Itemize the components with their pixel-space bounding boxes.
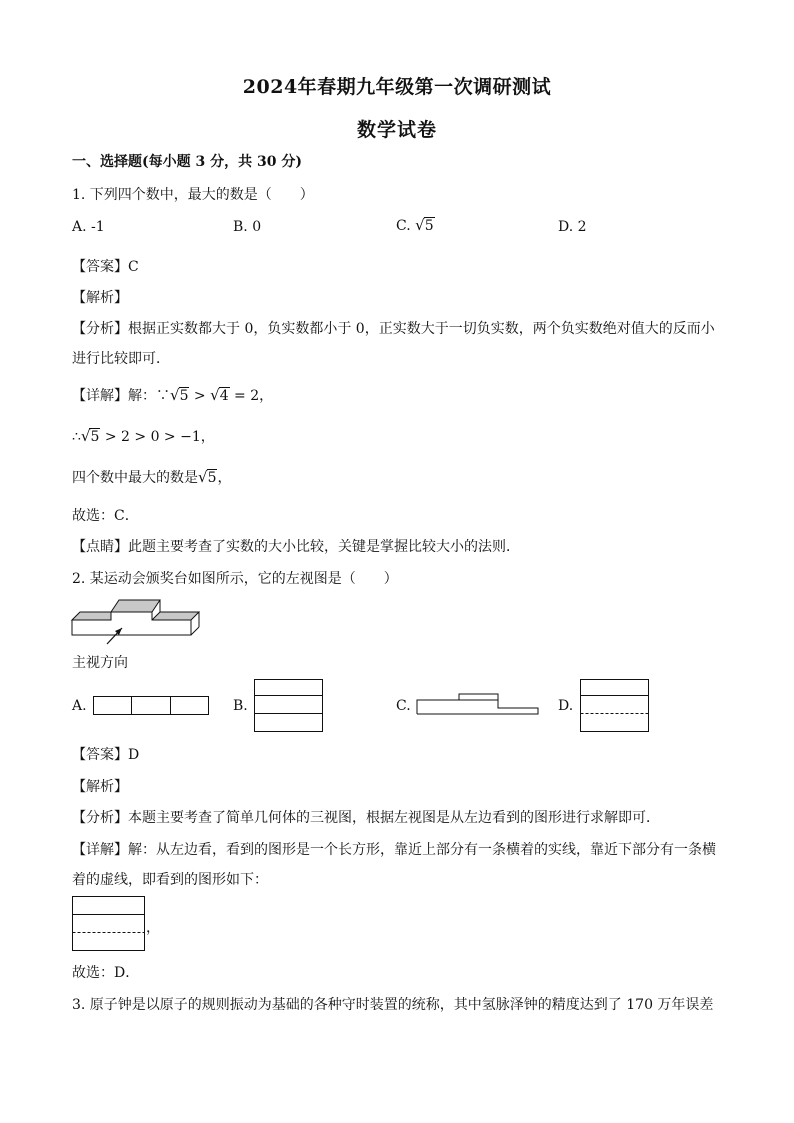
sqrt-symbol: √5 [415, 216, 434, 234]
q2-figure-suffix: ， [146, 920, 160, 936]
q2-option-d-figure [580, 679, 650, 733]
q1-answer: 【答案】C [72, 259, 139, 275]
q1-choose: 故选：C． [72, 508, 139, 524]
q1-dianjing: 【点睛】此题主要考查了实数的大小比较，关键是掌握比较大小的法则． [72, 539, 520, 555]
q1-xiangjie-prefix: 【详解】解：∵ [72, 388, 170, 404]
section-heading: 一、选择题(每小题 3 分，共 30 分) [72, 154, 302, 170]
q2-option-a-label: A. [72, 698, 87, 714]
q1-therefore: ∴√5 > 2 > 0 > −1， [72, 427, 215, 445]
q1-fenxi-line2: 进行比较即可． [72, 351, 170, 367]
q2-analysis-label: 【解析】 [72, 779, 128, 795]
q1-analysis-label: 【解析】 [72, 290, 128, 306]
q2-option-b-figure [254, 679, 324, 733]
q2-fenxi: 【分析】本题主要考查了简单几何体的三视图，根据左视图是从左边看到的图形进行求解即可． [72, 810, 660, 826]
exam-subtitle: 数学试卷 [356, 119, 437, 141]
sqrt-symbol: √5 [170, 386, 189, 404]
q2-stem: 2. 某运动会颁奖台如图所示，它的左视图是（ ） [72, 571, 398, 587]
q2-answer: 【答案】D [72, 747, 140, 763]
podium-top-face-middle [111, 600, 160, 612]
q1-option-a: A. -1 [72, 219, 105, 235]
sqrt-symbol: √4 [210, 386, 229, 404]
q1-largest: 四个数中最大的数是√5， [72, 468, 232, 486]
q3-stem: 3. 原子钟是以原子的规则振动为基础的各种守时装置的统称，其中氢脉泽钟的精度达到了 170 万年误差 [72, 997, 714, 1013]
q2-option-c-label: C. [396, 698, 411, 714]
q2-xiangjie-line2: 着的虚线，即看到的图形如下： [72, 872, 268, 888]
q2-option-c-figure [416, 690, 540, 716]
q1-option-c-radicand: 5 [424, 218, 434, 234]
q2-option-b-label: B. [233, 698, 248, 714]
view-direction-label: 主视方向 [72, 655, 128, 671]
sqrt-symbol: √5 [80, 427, 100, 445]
sqrt-symbol: √5 [198, 468, 217, 486]
q1-option-b: B. 0 [233, 219, 262, 235]
podium-figure [72, 598, 212, 658]
podium-top-face-right [152, 612, 199, 620]
q1-option-c [396, 216, 435, 234]
q1-xiangjie: 【详解】解：∵√5 > √4 = 2， [72, 386, 274, 404]
q2-option-d-label: D. [558, 698, 574, 714]
q2-xiangjie-line1: 【详解】解：从左边看，看到的图形是一个长方形，靠近上部分有一条横着的实线，靠近下部分有一条横 [72, 842, 716, 858]
q2-solution-figure [72, 896, 146, 952]
q1-option-c-label: C. [396, 218, 411, 234]
q1-option-d: D. 2 [558, 219, 587, 235]
q1-fenxi-line1: 【分析】根据正实数都大于 0，负实数都小于 0，正实数大于一切负实数，两个负实数绝对值大的反而小 [72, 321, 715, 337]
q2-option-a-figure [93, 696, 209, 716]
q1-stem: 1. 下列四个数中，最大的数是（ ） [72, 187, 314, 203]
exam-title: 2024年春期九年级第一次调研测试 [242, 76, 552, 98]
q2-choose: 故选：D． [72, 965, 140, 981]
